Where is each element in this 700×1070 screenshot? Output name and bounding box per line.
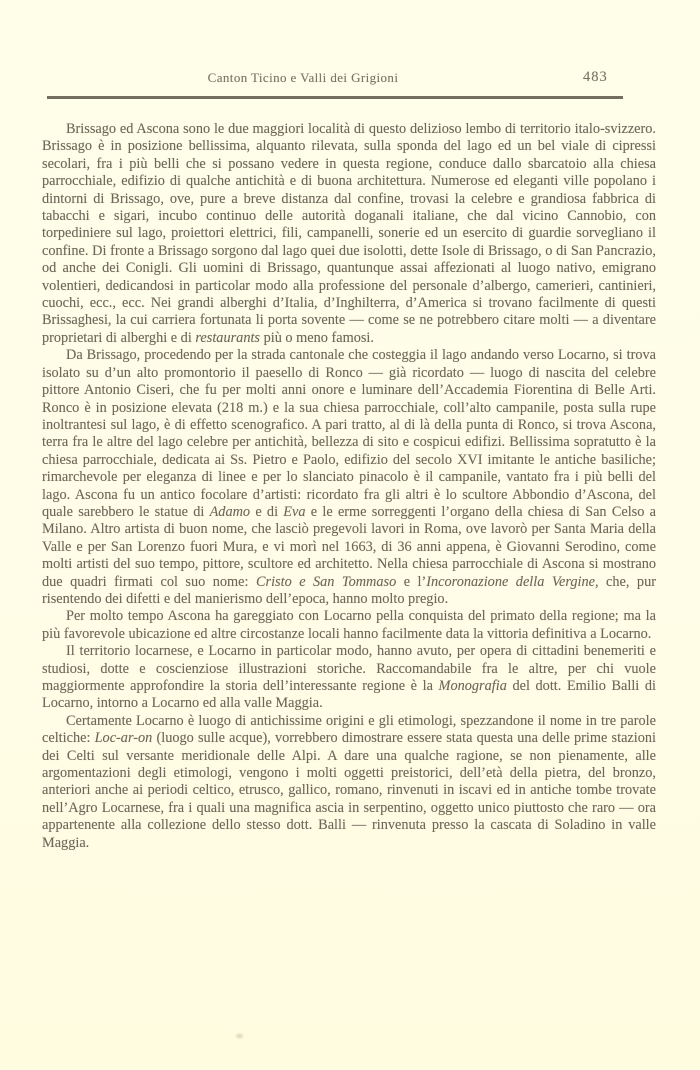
- paragraph: [42, 608, 656, 643]
- text-segment: e le erme sorreggenti l’organo della chiesa di San Celso a Milano. Altro artista di buon nome, che lasciò pregevoli lavori in Roma, ove lavorò per Santa Maria della Valle e per San Lorenzo fuori Mura, e vi morì nel 1663, di 36 anni appena, è Giovanni Serodino, come molti artisti del suo tempo, pittore, scultore ed architetto. Nella chiesa parrocchiale di Ascona si mostrano due quadri firmati col suo nome:: [42, 503, 656, 590]
- text-segment: e di: [250, 503, 284, 520]
- header-title: Canton Ticino e Valli dei Grigioni: [207, 70, 399, 85]
- text-segment: del dott. Emilio Balli di Locarno, intorno a Locarno ed alla valle Maggia.: [42, 678, 656, 712]
- paragraph: [42, 121, 656, 347]
- italic-text-segment: Monografia: [438, 678, 507, 694]
- text-segment: , che, pur risentendo dei difetti e del manierismo dell’epoca, hanno molto pregio.: [42, 573, 656, 607]
- text-segment: Certamente Locarno è luogo di antichissime origini e gli etimologi, spezzandone il nome in tre parole celtiche:: [42, 712, 656, 747]
- text-segment: Da Brissago, procedendo per la strada cantonale che costeggia il lago andando verso Locarno, si trova isolato su d’un alto promontorio il paesello di Ronco — già ricordato — luogo di nascita del celebre pittore Antonio Ciseri, che fu per molti anni onore e luminare dell’Accademia Fiorentina di Belle Arti. Ronco è in posizione elevata (218 m.) e la sua chiesa parrocchiale, coll’alto campanile, posta sulla rupe inoltrantesi sul lago, è di effetto scenografico. A pari tratto, al di là della punta di Ronco, si trova Ascona, terra fra le altre del lago celebre per antichità, bellezza di sito e cospicui edifizi. Bellissima sopratutto è la chiesa parrocchiale, dedicata ai Ss. Pietro e Paolo, edifizio del secolo XVI imitante le antiche basiliche; rimarchevole per eleganza di linee e per lo slanciato pinacolo è il campanile, vantato fra i più belli del lago. Ascona fu un antico focolare d’artisti: ricordato fra gli altri è lo scultore Abbondio d’Ascona, del quale sarebbero le statue di: [42, 347, 656, 520]
- text-segment: Per molto tempo Ascona ha gareggiato con Locarno pella conquista del primato della regione; ma la più favorevole ubicazione ed altre circostanze locali hanno facilmente data la vittoria definitiva a Locarno.: [42, 608, 656, 642]
- text-segment: Il territorio locarnese, e Locarno in particolar modo, hanno avuto, per opera di cittadini benemeriti e studiosi, dotte e coscienziose illustrazioni storiche. Raccomandabile fra le altre, per chi vuole maggiormente approfondire la storia dell’interessante regione è la: [42, 643, 656, 694]
- italic-text-segment: Incoronazione della Vergine: [426, 573, 595, 590]
- paragraph: [42, 713, 656, 852]
- italic-text-segment: restaurants: [195, 329, 260, 346]
- paragraph: [42, 643, 656, 713]
- italic-text-segment: Loc-ar-on: [94, 730, 153, 747]
- text-segment: (luogo sulle acque), vorrebbero dimostrare essere stata questa una delle prime stazioni dei Celti sul versante meridionale delle Alpi. A dare una qualche ragione, se non pienamente, alle argomentazioni degli etimologi, vengono i molti oggetti preistorici, dell’età della pietra, del bronzo, anteriori anche ai periodi celtico, etrusco, gallico, romano, rinvenuti in iscavi ed in antiche tombe trovate nell’Agro Locarnese, fra i quali una magnifica ascia in serpentino, oggetto unico piuttosto che raro — ora appartenente alla collezione dello stesso dott. Balli — rinvenuta presso la cascata di Soladino in valle Maggia.: [42, 730, 656, 851]
- text-segment: Brissago ed Ascona sono le due maggiori località di questo delizioso lembo di territorio italo-svizzero. Brissago è in posizione bellissima, alquanto rilevata, sulla sponda del lago ed un bel viale di cipressi secolari, fra i più belli che si possano vedere in questa regione, conduce dallo sbarcatoio alla chiesa parrocchiale, edifizio di qualche antichità e di buona architettura. Numerose ed eleganti ville popolano i dintorni di Brissago, ove, pure a breve distanza dal confine, trovasi la celebre e grandiosa fabbrica di tabacchi e sigari, incubo continuo delle autorità doganali italiane, che dal vicino Cannobio, con torpediniere sul lago, proiettori elettrici, fili, campanelli, sonerie ed un esercito di guardie sorvegliano il confine. Di fronte a Brissago sorgono dal lago quei due isolotti, dette Isole di Brissago, o di San Pancrazio, od anche dei Conigli. Gli uomini di Brissago, quantunque assai affezionati al luogo nativo, emigrano volentieri, dedicandosi in particolar modo alla professione del personale d’albergo, camerieri, cantinieri, cuochi, ecc., ecc. Nei grandi alberghi d’Italia, d’Inghilterra, d’America si trovano facilmente di questi Brissaghesi, la cui carriera fortunata li porta sovente — come se ne potrebbero citare molti — a diventare proprietari di alberghi e di: [42, 121, 656, 346]
- text-segment: e l’: [396, 573, 427, 590]
- header-rule: [47, 96, 623, 99]
- italic-text-segment: Cristo e San Tommaso: [255, 573, 397, 590]
- paragraph: [42, 347, 656, 608]
- running-header: [42, 70, 658, 88]
- page-number: 483: [583, 69, 608, 85]
- italic-text-segment: Eva: [283, 503, 306, 520]
- article-text: [42, 121, 656, 852]
- text-segment: più o meno famosi.: [260, 329, 374, 346]
- scan-smudge: [236, 1034, 243, 1038]
- italic-text-segment: Adamo: [209, 503, 251, 520]
